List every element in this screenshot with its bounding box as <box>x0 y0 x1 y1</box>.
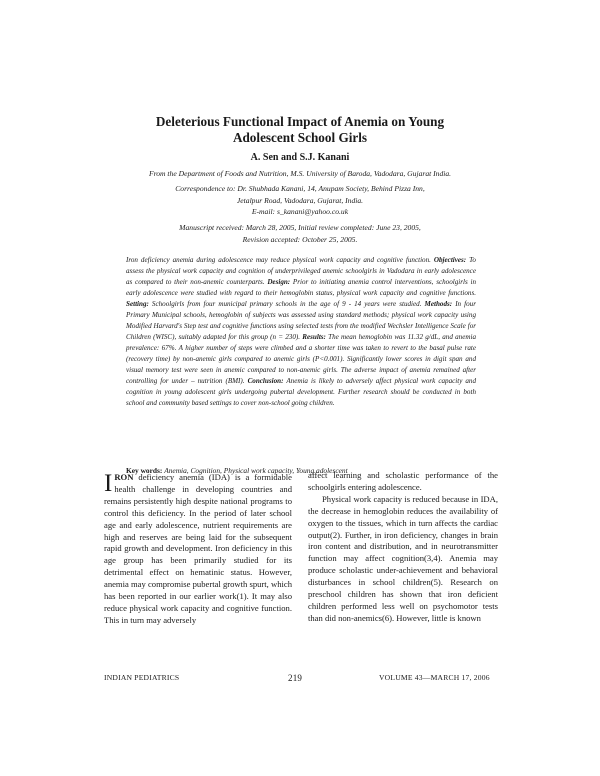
design-label: Design: <box>267 278 291 286</box>
footer-volume: VOLUME 43—MARCH 17, 2006 <box>379 673 490 682</box>
keywords-text: Anemia, Cognition, Physical work capacity, Young adolescent <box>164 466 348 475</box>
body-column-right <box>308 470 498 623</box>
abstract-results: The mean hemoglobin was 11.32 g/dL, and anemia prevalence: 67%. A higher number of steps were climbed and a shorter time was taken to revert to the basal pulse rate (recovery time) by non-anemic girls compared to anemic girls (P<0.001). Significantly lower scores in digit span and visual memory test were seen in anemic compared to non-anemic girls. The adverse impact of anemia remained after controlling for under – nutrition (BMI). <box>126 333 476 385</box>
work-capacity-paragraph: Physical work capacity is reduced because in IDA, the decrease in hemoglobin reduces the availability of oxygen to the tissues, which in turn affects the cardiac output(2). Further, in iron deficiency, changes in brain iron content and distribution, and in neurotransmitter function may affect cognition(3,4). Anemia may produce scholastic under-achievement and behavioral disturbances in school children(5). Research on preschool children has shown that iron deficient children performed less well on psychomotor tests than did non-anemics(6). However, little is known <box>308 493 498 623</box>
correspondence-line-2: Jetalpur Road, Vadodara, Gujarat, India. <box>236 195 364 205</box>
affiliation: From the Department of Foods and Nutrition, M.S. University of Baroda, Vadodara, Gujarat India. <box>148 169 452 178</box>
title-line-1: Deleterious Functional Impact of Anemia on Young <box>155 114 445 129</box>
received-line-2: Revision accepted: October 25, 2005. <box>242 234 358 244</box>
footer-journal: INDIAN PEDIATRICS <box>104 673 180 682</box>
abstract-objectives: To assess the physical work capacity and cognition of underprivileged anemic schoolgirls in Vadodara in early adolescence as compared to their non-anemic counterparts. <box>126 256 476 286</box>
keywords-label: Key words: <box>126 466 163 475</box>
abstract <box>126 255 476 465</box>
results-label: Results: <box>302 333 326 341</box>
correspondence-block <box>110 183 490 218</box>
received-line-1: Manuscript received: March 28, 2005, Initial review completed: June 23, 2005, <box>179 223 421 232</box>
abstract-design: Prior to initiating anemia control interventions, schoolgirls in early adolescence were studied with regard to their hemoglobin status, physical work capacity and cognitive functions. <box>126 278 476 297</box>
article-title <box>100 114 500 146</box>
page-number: 219 <box>288 673 303 683</box>
abstract-conclusion: Anemia is likely to adversely affect physical work capacity and cognition in young adolescent girls undergoing pubertal development. Further research should be conducted in both school and community based settings to cover non-school going children. <box>126 377 476 407</box>
drop-cap: I <box>104 470 113 497</box>
methods-label: Methods: <box>424 300 453 308</box>
abstract-intro: Iron deficiency anemia during adolescence may reduce physical work capacity and cognitive function. <box>126 256 431 264</box>
continued-paragraph: affect learning and scholastic performance of the schoolgirls entering adolescence. <box>308 470 498 492</box>
lead-word: RON <box>114 472 134 482</box>
abstract-setting: Schoolgirls from four municipal primary schools in the age of 9 - 14 years were studied. <box>151 300 422 308</box>
intro-text: deficiency anemia (IDA) is a formidable health challenge in developing countries and remains persistently high despite national programs to control this deficiency. In the period of later school age and early adolescence, nutrient requirements are high and reserves are being laid for the subsequent rapid growth and development. Iron deficiency in this age group has been primarily studied for its detrimental effect on hematinic status. However, anemia may compromise pubertal growth spurt, which has been reported in our earlier work(1). It may also reduce physical work capacity and cognitive function. This in turn may adversely <box>104 472 292 625</box>
title-line-2: Adolescent School Girls <box>232 130 368 145</box>
conclusion-label: Conclusion: <box>247 377 284 385</box>
authors: A. Sen and S.J. Kanani <box>250 152 350 163</box>
affiliation-block <box>110 168 490 180</box>
intro-paragraph <box>104 472 292 627</box>
abstract-methods: In four Primary Municipal schools, hemoglobin of subjects was assessed using standard methods; physical work capacity using Modified Harvard's Step test and cognitive functions using selected tests from the modified Wechsler Intelligence Scale for Children (WISC), suitably adapted for this group (n = 230). <box>126 300 476 341</box>
manuscript-dates <box>110 222 490 245</box>
objectives-label: Objectives: <box>433 256 467 264</box>
email: E-mail: s_kanani@yahoo.co.uk <box>251 207 349 216</box>
setting-label: Setting: <box>126 300 149 308</box>
correspondence-line-1: Correspondence to: Dr. Shubhada Kanani, 14, Anupam Society, Behind Pizza Inn, <box>175 184 425 193</box>
